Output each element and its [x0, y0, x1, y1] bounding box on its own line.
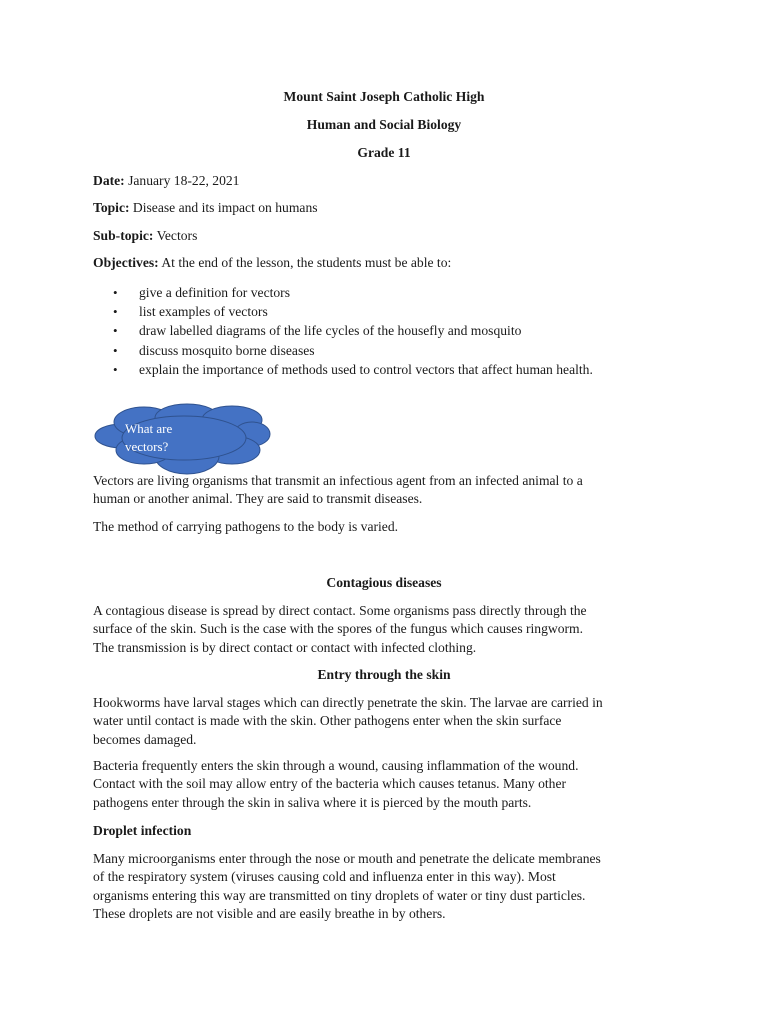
- text-line: The transmission is by direct contact or contact with infected clothing.: [93, 639, 477, 655]
- vectors-definition: [93, 472, 693, 509]
- text-line: human or another animal. They are said to transmit diseases.: [93, 491, 423, 507]
- callout-text: [125, 420, 215, 456]
- topic-line: [93, 199, 683, 217]
- topic-label: Topic:: [93, 200, 130, 215]
- hookworm-paragraph: [93, 694, 693, 749]
- contagious-heading: Contagious diseases: [326, 575, 442, 590]
- text-line: of the respiratory system (viruses causing cold and influenza enter in this way). Most: [93, 869, 556, 885]
- text-line: These droplets are not visible and are easily breathe in by others.: [93, 906, 446, 922]
- list-item: [93, 321, 693, 340]
- objective-text: discuss mosquito borne diseases: [139, 342, 315, 358]
- text-line: pathogens enter through the skin in saliva where it is pierced by the mouth parts.: [93, 794, 532, 810]
- text-line: organisms entering this way are transmitted on tiny droplets of water or tiny dust particles.: [93, 887, 586, 903]
- bullet-icon: •: [113, 323, 118, 339]
- text-line: Hookworms have larval stages which can directly penetrate the skin. The larvae are carried in: [93, 695, 603, 710]
- bullet-icon: •: [113, 304, 118, 320]
- topic-value: Disease and its impact on humans: [129, 200, 318, 215]
- skin-heading: Entry through the skin: [317, 667, 451, 682]
- list-item: [93, 302, 693, 321]
- callout-text-line: vectors?: [125, 439, 169, 454]
- date-value: January 18-22, 2021: [124, 173, 240, 188]
- method-paragraph: The method of carrying pathogens to the body is varied.: [93, 519, 399, 534]
- text-line: becomes damaged.: [93, 731, 197, 747]
- objective-text: explain the importance of methods used to control vectors that affect human health.: [139, 361, 593, 377]
- objectives-line: [93, 254, 683, 272]
- contagious-paragraph: [93, 602, 693, 657]
- bullet-icon: •: [113, 361, 118, 377]
- text-line: Vectors are living organisms that transmit an infectious agent from an infected animal to a: [93, 473, 583, 488]
- bullet-icon: •: [113, 342, 118, 358]
- droplet-paragraph: [93, 850, 693, 924]
- subtopic-value: Vectors: [153, 228, 198, 243]
- grade-title: Grade 11: [357, 145, 411, 160]
- objective-text: list examples of vectors: [139, 304, 268, 320]
- text-line: Contact with the soil may allow entry of the bacteria which causes tetanus. Many other: [93, 776, 567, 792]
- date-line: [93, 172, 683, 190]
- objectives-label: Objectives:: [93, 255, 159, 270]
- subtopic-label: Sub-topic:: [93, 228, 154, 243]
- droplet-heading: Droplet infection: [93, 823, 192, 838]
- list-item: [93, 360, 693, 379]
- objectives-list: [93, 283, 693, 379]
- callout-text-line: What are: [125, 421, 173, 436]
- list-item: [93, 283, 693, 302]
- objective-text: draw labelled diagrams of the life cycles of the housefly and mosquito: [139, 323, 522, 339]
- vectors-callout-cloud: [92, 400, 274, 478]
- list-item: [93, 341, 693, 360]
- bacteria-paragraph: [93, 757, 693, 812]
- text-line: Many microorganisms enter through the nose or mouth and penetrate the delicate membranes: [93, 851, 601, 866]
- bullet-icon: •: [113, 285, 118, 300]
- objectives-value: At the end of the lesson, the students must be able to:: [158, 255, 452, 270]
- school-name: Mount Saint Joseph Catholic High: [283, 89, 485, 104]
- text-line: surface of the skin. Such is the case with the spores of the fungus which causes ringworm.: [93, 621, 584, 637]
- text-line: A contagious disease is spread by direct contact. Some organisms pass directly through the: [93, 603, 587, 618]
- subject-title: Human and Social Biology: [306, 117, 462, 132]
- text-line: water until contact is made with the skin. Other pathogens enter when the skin surface: [93, 713, 562, 729]
- objective-text: give a definition for vectors: [139, 285, 290, 300]
- date-label: Date:: [93, 173, 125, 188]
- text-line: Bacteria frequently enters the skin through a wound, causing inflammation of the wound.: [93, 758, 579, 773]
- subtopic-line: [93, 227, 683, 245]
